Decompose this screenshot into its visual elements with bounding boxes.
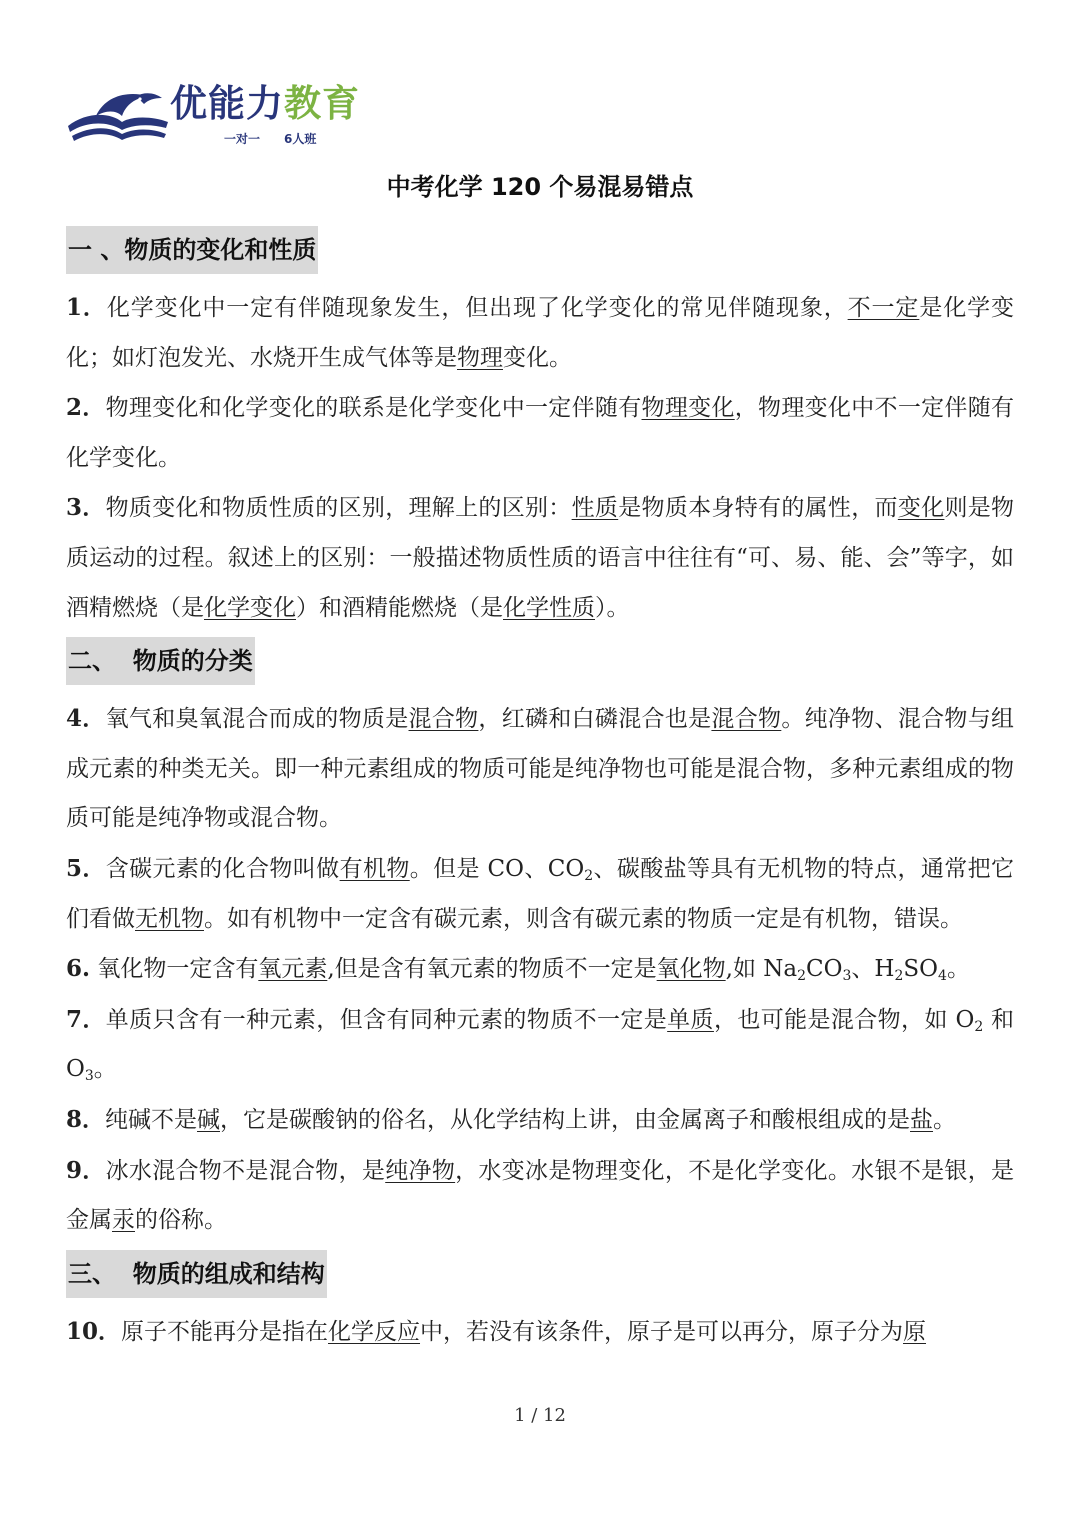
section-heading-3: 三、 物质的组成和结构	[66, 1250, 327, 1298]
section-heading-1: 一 、物质的变化和性质	[66, 226, 318, 274]
list-item-1: 1．化学变化中一定有伴随现象发生，但出现了化学变化的常见伴随现象，不一定是化学变化；如灯泡发光、水烧开生成气体等是物理变化。	[66, 294, 1015, 371]
list-item-7: 7．单质只含有一种元素，但含有同种元素的物质不一定是单质，也可能是混合物，如 $O_2$ 和 $O_3$。	[66, 1005, 1015, 1085]
document-body	[66, 226, 1014, 1356]
document-title: 中考化学 120 个易混易错点	[386, 173, 694, 201]
page-number: 1 / 12	[514, 1405, 566, 1426]
book-bird-logo-icon	[66, 86, 170, 146]
list-item-6: 6. 氧化物一定含有氧元素,但是含有氧元素的物质不一定是氧化物,如 $Na_2CO_3$、$H_2SO_4$。	[66, 955, 970, 985]
list-item-2: 2．物理变化和化学变化的联系是化学变化中一定伴随有物理变化，物理变化中不一定伴随有化学变化。	[66, 394, 1015, 471]
brand-name: 优能力教育	[170, 82, 360, 125]
list-item-10: 10．原子不能再分是指在化学反应中，若没有该条件，原子是可以再分，原子分为原	[66, 1317, 927, 1345]
list-item-4: 4．氧气和臭氧混合而成的物质是混合物，红磷和白磷混合也是混合物。纯净物、混合物与组成元素的种类无关。即一种元素组成的物质可能是纯净物也可能是混合物，多种元素组成的物质可能是纯净物或混合物。	[66, 705, 1015, 832]
list-item-8: 8．纯碱不是碱，它是碳酸钠的俗名，从化学结构上讲，由金属离子和酸根组成的是盐。	[66, 1105, 957, 1133]
list-item-3: 3．物质变化和物质性质的区别，理解上的区别：性质是物质本身特有的属性，而变化则是物质运动的过程。叙述上的区别：一般描述物质性质的语言中往往有“可、易、能、会”等字，如酒精燃烧（是化学变化）和酒精能燃烧（是化学性质）。	[66, 494, 1015, 621]
list-item-9: 9．冰水混合物不是混合物，是纯净物，水变冰是物理变化，不是化学变化。水银不是银，是金属汞的俗称。	[66, 1156, 1015, 1234]
brand-tagline: 一对一 6人班	[224, 132, 317, 146]
section-heading-2: 二、 物质的分类	[66, 637, 255, 685]
brand-logo	[66, 80, 386, 152]
list-item-5: 5．含碳元素的化合物叫做有机物。但是 CO、$CO_2$、碳酸盐等具有无机物的特点，通常把它们看做无机物。如有机物中一定含有碳元素，则含有碳元素的物质一定是有机物，错误。	[66, 854, 1015, 932]
